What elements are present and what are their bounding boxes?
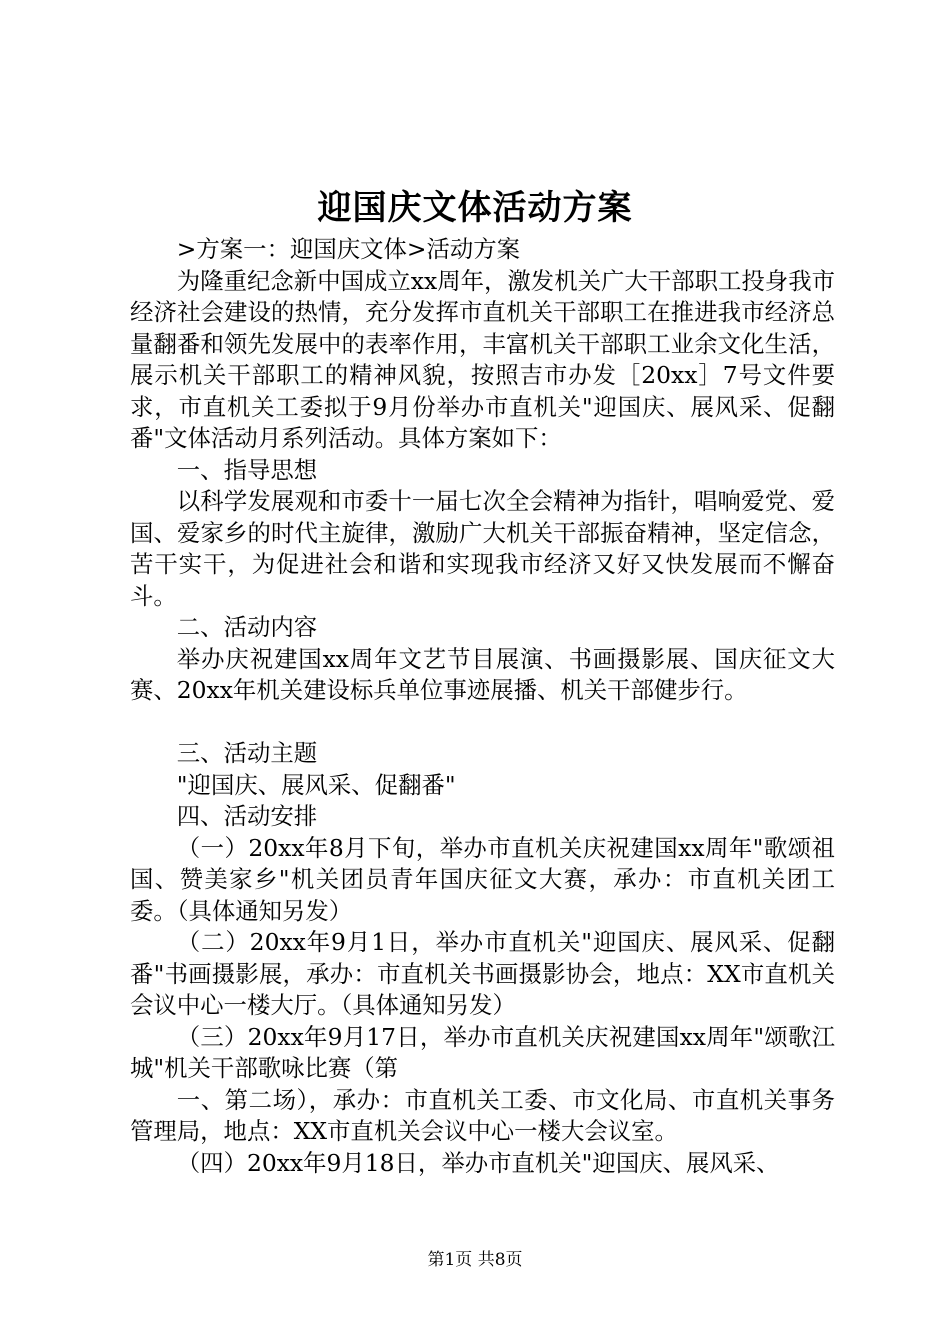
schedule-item-4: （四）20xx年9月18日，举办市直机关"迎国庆、展风采、 (176, 1148, 780, 1177)
schedule-item-1: （一）20xx年8月下旬，举办市直机关庆祝建国xx周年"歌颂祖国、赞美家乡"机关团员青年国庆征文大赛，承办：市直机关团工委。（具体通知另发） (130, 833, 835, 925)
paragraph-activity-content: 举办庆祝建国xx周年文艺节目展演、书画摄影展、国庆征文大赛、20xx年机关建设标兵单位事迹展播、机关干部健步行。 (130, 644, 835, 704)
section-heading-activity-schedule: 四、活动安排 (176, 802, 318, 830)
schedule-item-3: （三）20xx年9月17日，举办市直机关庆祝建国xx周年"颂歌江城"机关干部歌咏比赛（第 (130, 1022, 835, 1082)
schedule-item-2: （二）20xx年9月1日，举办市直机关"迎国庆、展风采、促翻番"书画摄影展，承办：市直机关书画摄影协会，地点：XX市直机关会议中心一楼大厅。（具体通知另发） (130, 928, 835, 1019)
page-footer: 第1页 共8页 (427, 1250, 523, 1270)
document-body (130, 234, 835, 1179)
document-title: 迎国庆文体活动方案 (317, 188, 633, 228)
paragraph-guiding-ideology: 以科学发展观和市委十一届七次全会精神为指针，唱响爱党、爱国、爱家乡的时代主旋律，激励广大机关干部振奋精神，坚定信念，苦干实干，为促进社会和谐和实现我市经济又好又快发展而不懈奋斗。 (130, 487, 835, 610)
paragraph-intro: 为隆重纪念新中国成立xx周年，激发机关广大干部职工投身我市经济社会建设的热情，充分发挥市直机关干部职工在推进我市经济总量翻番和领先发展中的表率作用，丰富机关干部职工业余文化生活，展示机关干部职工的精神风貌，按照吉市办发［20xx］7号文件要求，市直机关工委拟于9月份举办市直机关"迎国庆、展风采、促翻番"文体活动月系列活动。具体方案如下： (130, 266, 835, 452)
paragraph-activity-theme: "迎国庆、展风采、促翻番" (176, 770, 456, 799)
section-heading-activity-theme: 三、活动主题 (176, 739, 318, 767)
section-heading-plan-one: >方案一：迎国庆文体>活动方案 (176, 235, 521, 263)
section-heading-guiding-ideology: 一、指导思想 (176, 455, 318, 484)
section-heading-activity-content: 二、活动内容 (176, 613, 318, 641)
schedule-item-3-continued: 一、第二场），承办：市直机关工委、市文化局、市直机关事务管理局，地点：XX市直机关会议中心一楼大会议室。 (130, 1085, 835, 1145)
